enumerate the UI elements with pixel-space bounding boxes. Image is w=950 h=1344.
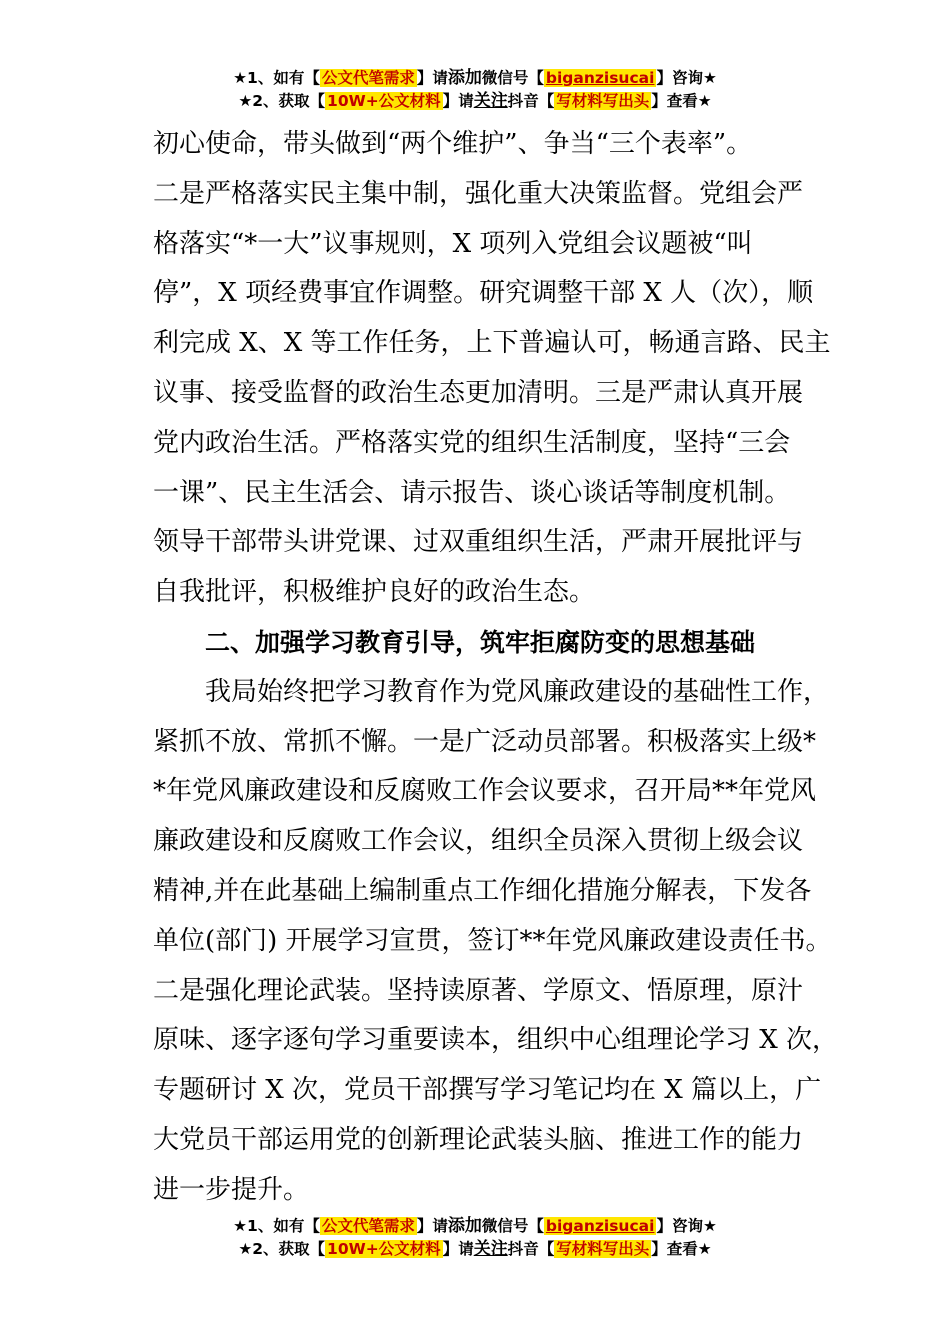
banner-line-2 [0,1238,950,1261]
highlight-materials: 10W+公文材料 [327,92,441,110]
banner-text: 】咨询★ [656,69,717,87]
text-line: 二是严格落实民主集中制，强化重大决策监督。党组会严 [153,178,804,209]
text-line: 格落实“*一大”议事规则，X 项列入党组会议题被“叫 [153,228,753,259]
document-body [153,120,839,1216]
banner-emphasis: 添加 [447,1216,482,1236]
text-line: 议事、接受监督的政治生态更加清明。三是严肃认真开展 [153,377,804,408]
banner-text: 抖音【 [507,92,555,110]
header-banner [0,67,950,113]
banner-text: 微信号【 [481,1217,544,1235]
text-line: *年党风廉政建设和反腐败工作会议要求，召开局**年党风 [153,776,817,807]
banner-text: 】请 [442,92,474,110]
banner-emphasis: 关注 [473,1239,508,1259]
text-line: 利完成 X、X 等工作任务，上下普遍认可，畅通言路、民主 [153,328,831,359]
highlight-wechat-id: biganzisucai [545,69,655,87]
text-line: 精神,并在此基础上编制重点工作细化措施分解表，下发各 [153,875,812,906]
text-line: 党内政治生活。严格落实党的组织生活制度，坚持“三会 [153,427,791,458]
banner-text: ★1、如有【 [233,1217,320,1235]
text-line: 我局始终把学习教育作为党风廉政建设的基础性工作， [205,676,830,707]
banner-line-1 [0,67,950,90]
text-line: 廉政建设和反腐败工作会议，组织全员深入贯彻上级会议 [153,826,804,857]
banner-text: 】咨询★ [656,1217,717,1235]
banner-emphasis: 关注 [473,91,508,111]
text-line: 二是强化理论武装。坚持读原著、学原文、悟原理，原汁 [153,975,804,1006]
banner-text: 抖音【 [507,1240,555,1258]
banner-text: 】请 [416,1217,448,1235]
text-line: 一课”、民主生活会、请示报告、谈心谈话等制度机制。 [153,477,791,508]
highlight-service: 公文代笔需求 [321,1217,415,1235]
text-line: 初心使命，带头做到“两个维护”、争当“三个表率”。 [153,129,753,159]
heading-text: 二、加强学习教育引导，筑牢拒腐防变的思想基础 [205,627,756,657]
text-line: 单位(部门) 开展学习宣贯，签订**年党风廉政建设责任书。 [153,925,832,956]
highlight-wechat-id: biganzisucai [545,1217,655,1235]
text-line: 领导干部带头讲党课、过双重组织生活，严肃开展批评与 [153,527,804,558]
banner-emphasis: 添加 [447,68,482,88]
text-line: 进一步提升。 [153,1174,310,1205]
footer-banner [0,1215,950,1261]
banner-text: 】查看★ [651,92,712,110]
paragraph-continued [153,120,831,618]
text-line: 紧抓不放、常抓不懈。一是广泛动员部署。积极落实上级* [153,726,817,757]
section-heading [153,618,823,668]
banner-line-1 [0,1215,950,1238]
banner-text: ★2、获取【 [238,92,326,110]
highlight-materials: 10W+公文材料 [327,1240,441,1258]
highlight-service: 公文代笔需求 [321,69,415,87]
banner-line-2 [0,90,950,113]
banner-text: 】请 [442,1240,474,1258]
text-line: 自我批评，积极维护良好的政治生态。 [153,577,596,608]
banner-text: ★1、如有【 [233,69,320,87]
banner-text: 微信号【 [481,69,544,87]
banner-text: 】请 [416,69,448,87]
banner-text: 】查看★ [651,1240,712,1258]
text-line: 专题研讨 X 次，党员干部撰写学习笔记均在 X 篇以上，广 [153,1075,822,1106]
text-line: 停”，X 项经费事宜作调整。研究调整干部 X 人（次），顺 [153,278,814,309]
highlight-douyin-account: 写材料写出头 [556,1240,650,1258]
paragraph-study-education [153,668,839,1216]
banner-text: ★2、获取【 [238,1240,326,1258]
text-line: 大党员干部运用党的创新理论武装头脑、推进工作的能力 [153,1124,804,1155]
text-line: 原味、逐字逐句学习重要读本，组织中心组理论学习 X 次， [153,1025,839,1056]
highlight-douyin-account: 写材料写出头 [556,92,650,110]
